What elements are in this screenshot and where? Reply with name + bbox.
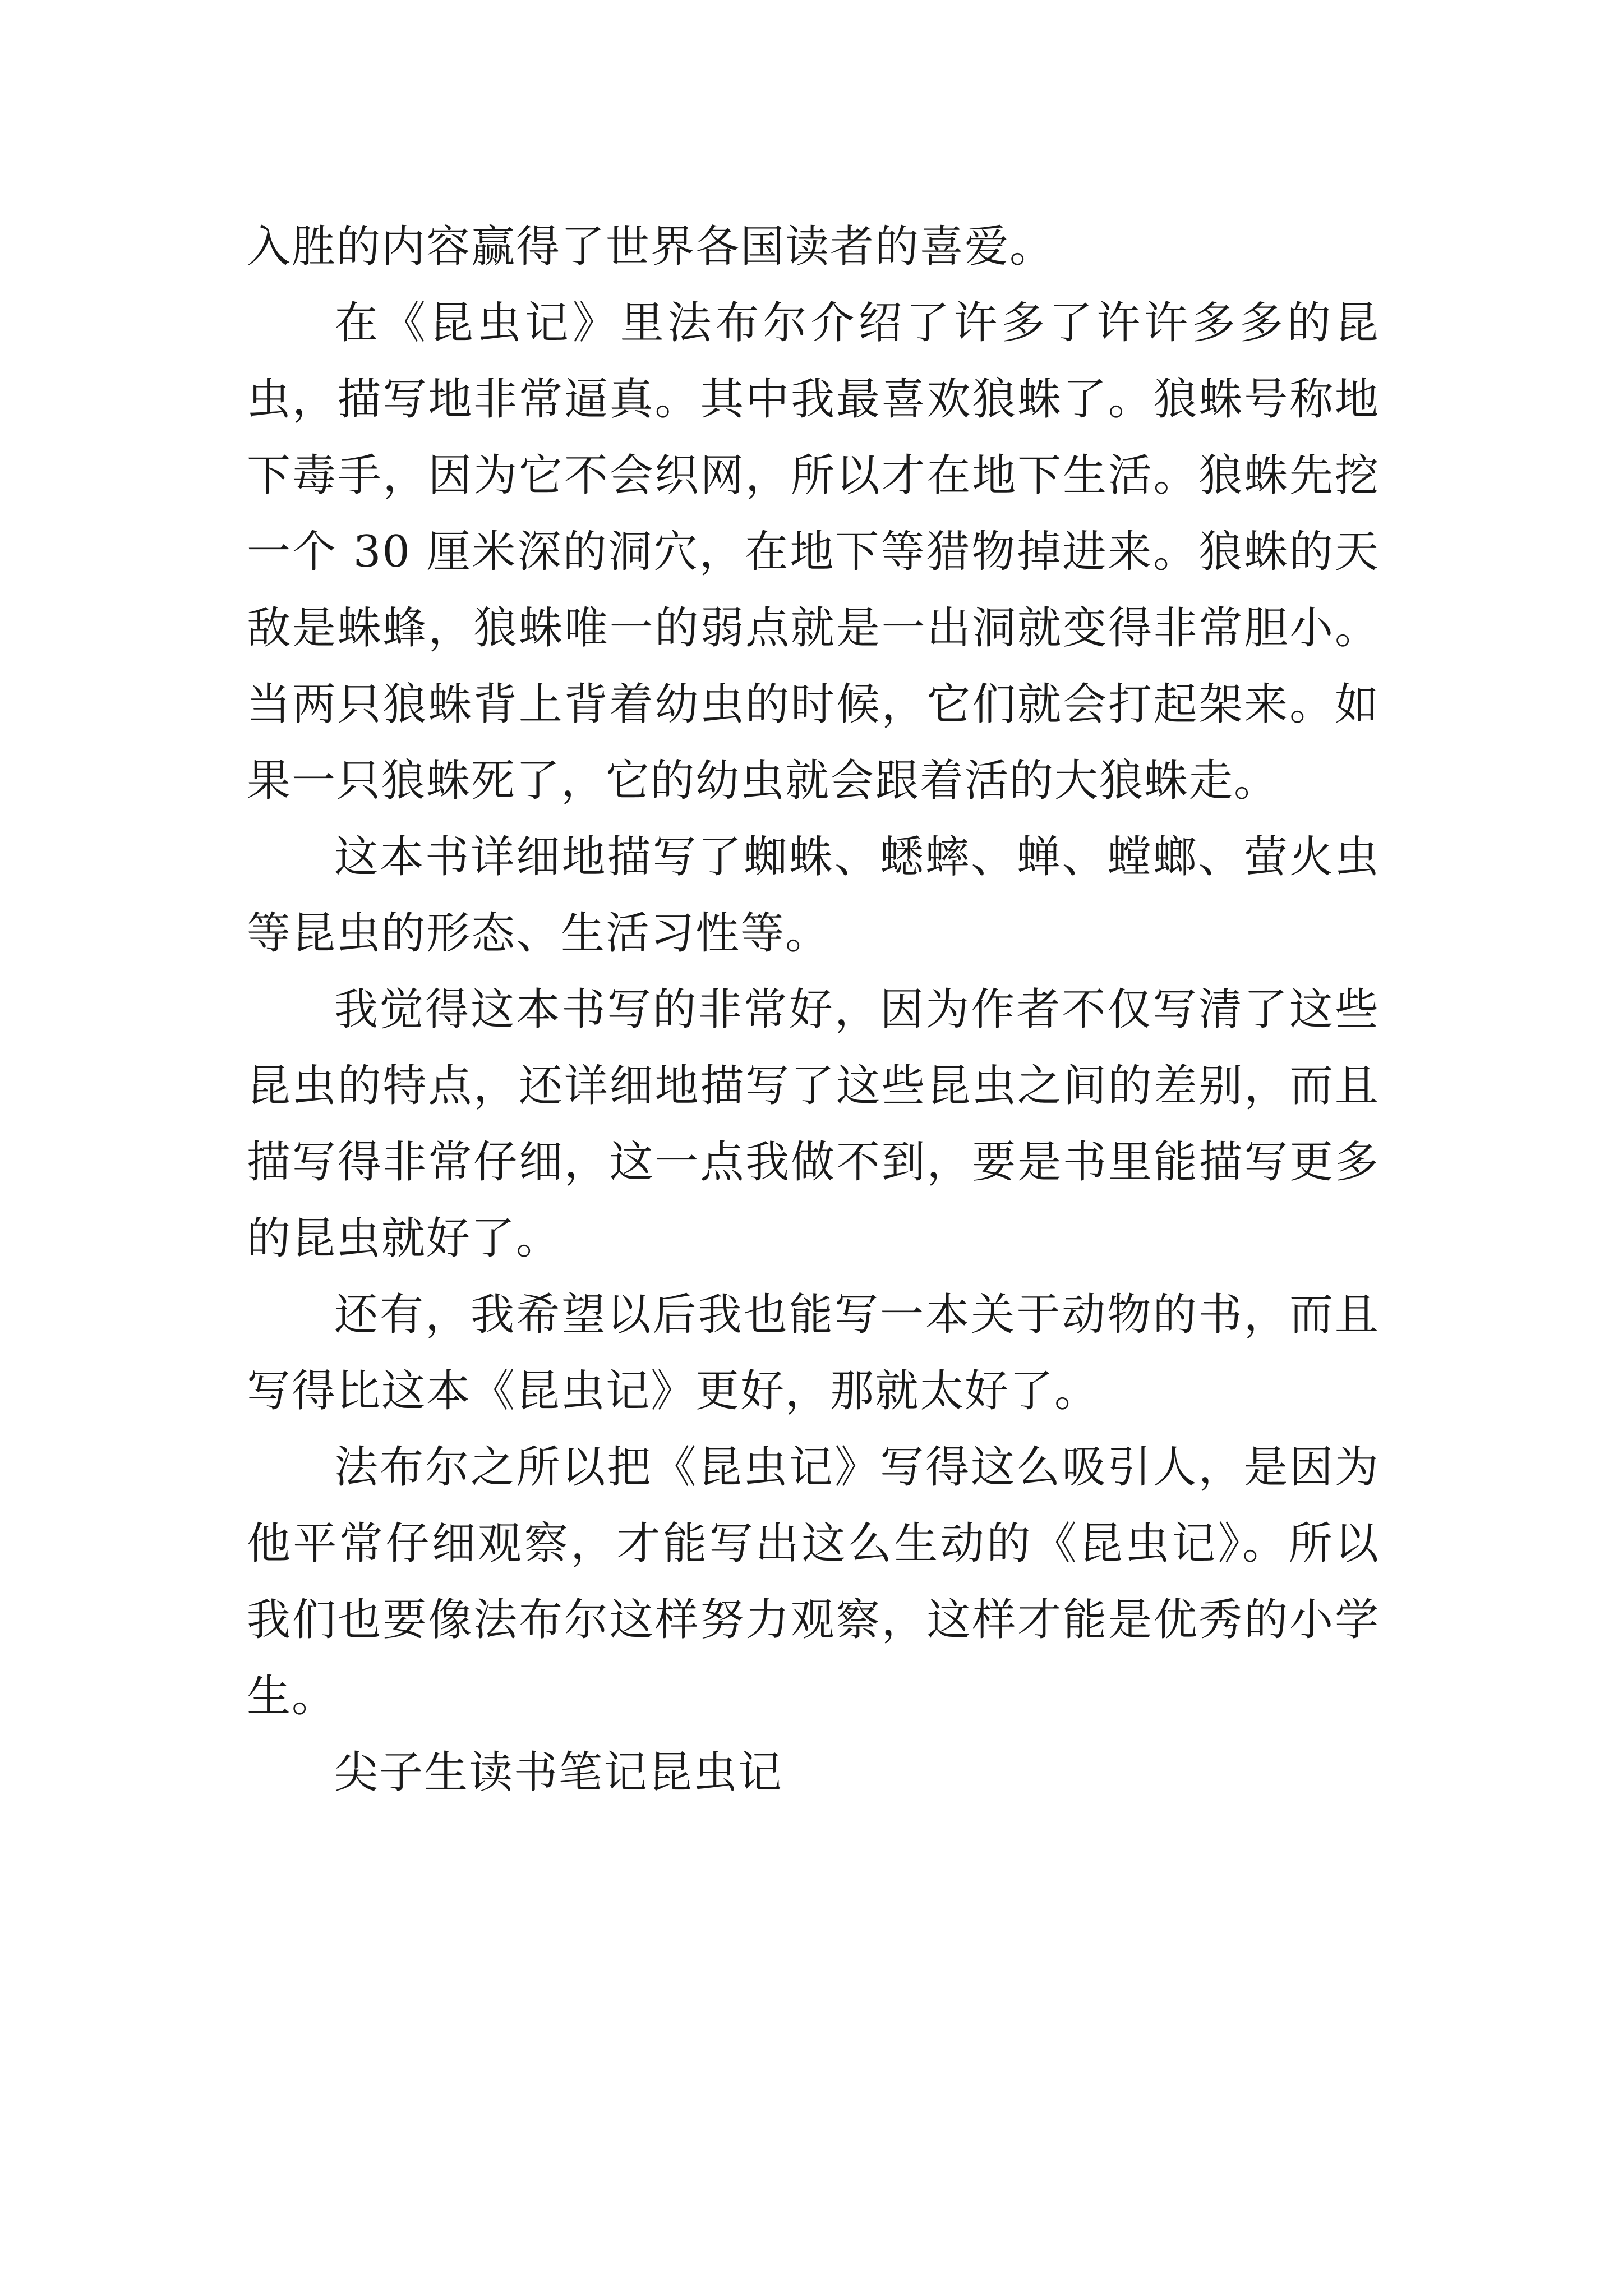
paragraph-conclusion: 法布尔之所以把《昆虫记》写得这么吸引人，是因为他平常仔细观察，才能写出这么生动的《昆虫记》。所以我们也要像法布尔这样努力观察，这样才能是优秀的小学生。: [247, 1442, 1380, 1722]
paragraph-wish: 还有，我希望以后我也能写一本关于动物的书，而且写得比这本《昆虫记》更好，那就太好了。: [247, 1290, 1380, 1416]
article-body: [247, 209, 1380, 1811]
paragraph-continuation: 入胜的内容赢得了世界各国读者的喜爱。: [247, 222, 1055, 272]
paragraph-book-summary: 这本书详细地描写了蜘蛛、蟋蟀、蝉、螳螂、萤火虫等昆虫的形态、生活习性等。: [247, 832, 1380, 959]
section-heading: 尖子生读书笔记昆虫记: [334, 1747, 783, 1798]
paragraph-wolf-spider: 在《昆虫记》里法布尔介绍了许多了许许多多的昆虫，描写地非常逼真。其中我最喜欢狼蛛了。狼蛛号称地下毒手，因为它不会织网，所以才在地下生活。狼蛛先挖一个 30 厘米深的洞穴，在地下等猎物掉进来。狼蛛的天敌是蛛蜂，狼蛛唯一的弱点就是一出洞就变得非常胆小。当两只狼蛛背上背着幼虫的时候，它们就会打起架来。如果一只狼蛛死了，它的幼虫就会跟着活的大狼蛛走。: [247, 298, 1380, 806]
paragraph-opinion: 我觉得这本书写的非常好，因为作者不仅写清了这些昆虫的特点，还详细地描写了这些昆虫之间的差别，而且描写得非常仔细，这一点我做不到，要是书里能描写更多的昆虫就好了。: [247, 984, 1380, 1264]
